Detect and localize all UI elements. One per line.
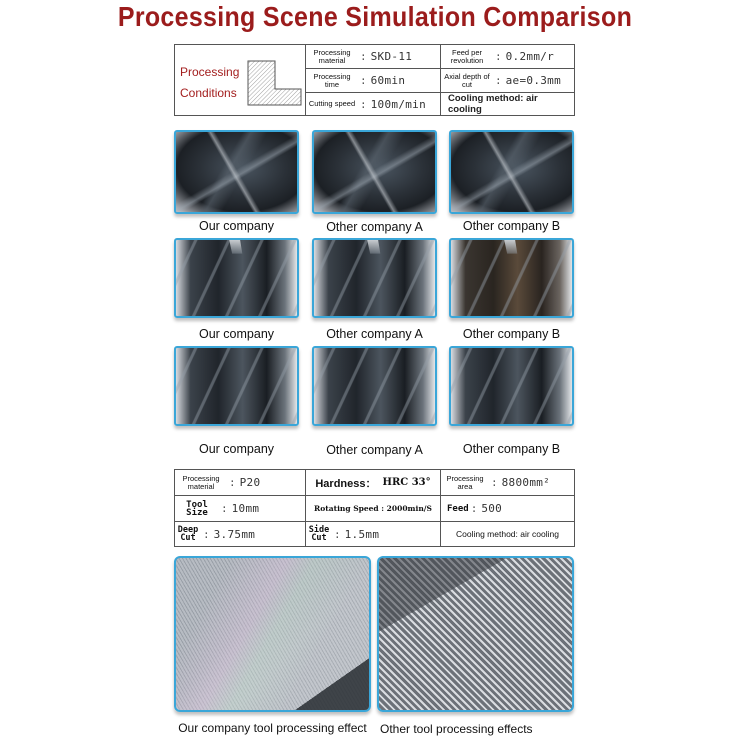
cond-value: 100m/min (370, 97, 427, 111)
conditions-label-line1: Processing (180, 65, 240, 79)
cond-cell-feed: Feed per revolution : 0.2mm/r (441, 45, 574, 69)
photo-other-surface (377, 556, 574, 712)
t2-cell-hardness: Hardness： HRC 33° (306, 470, 441, 496)
page-title: Processing Scene Simulation Comparison (117, 1, 633, 33)
cond-key: Axial depth of cut (444, 72, 490, 89)
cond-cell-axial-depth: Axial depth of cut : ae=0.3mm (441, 69, 574, 93)
cond-value: 60min (370, 74, 406, 87)
photo-company-b-side-flute (449, 346, 574, 426)
caption-our-company: Our company (198, 327, 275, 341)
t2-cell-cooling: Cooling method: air cooling (455, 529, 559, 539)
photo-company-a-end-face (312, 130, 437, 214)
cond-value: 0.2mm/r (505, 50, 555, 63)
t2-cell-feed: Feed : 500 (441, 496, 574, 522)
t2-cell-area: Processing area : 8800mm² (441, 470, 574, 496)
photo-company-a-side-tip (312, 238, 437, 318)
t2-cell-tool-size: Tool Size : 10mm (175, 496, 306, 522)
caption-our-company: Our company (198, 219, 275, 233)
caption-company-b: Other company B (462, 219, 561, 233)
t2-cell-deep-cut: Deep Cut : 3.75mm (175, 522, 306, 546)
conditions-label-cell (175, 45, 306, 115)
cond-cell-cooling (441, 93, 574, 115)
photo-our-company-end-face (174, 130, 299, 214)
cond-cell-material: Processing material : SKD-11 (306, 45, 441, 69)
caption-our-company-surface: Our company tool processing effect (178, 721, 367, 735)
t2-cell-rotating-speed: Rotating Speed : 2000min/S (306, 496, 441, 522)
cond-key: Processing time (313, 72, 351, 89)
caption-company-a: Other company A (326, 443, 423, 457)
conditions-label-line2: Conditions (180, 86, 237, 100)
photo-our-company-surface (174, 556, 371, 712)
cond-key: Feed per revolution (450, 48, 484, 65)
caption-company-b: Other company B (462, 442, 561, 456)
cond-cell-time: Processing time : 60min (306, 69, 441, 93)
cond-cell-speed: Cutting speed : 100m/min (306, 93, 441, 115)
photo-company-b-side-tip (449, 238, 574, 318)
photo-our-company-side-tip (174, 238, 299, 318)
t2-cell-material: Processing material : P20 (175, 470, 306, 496)
cond-value: ae=0.3mm (505, 74, 562, 87)
photo-company-a-side-flute (312, 346, 437, 426)
test-conditions-table (174, 469, 575, 547)
cond-value: SKD-11 (370, 50, 413, 63)
processing-conditions-table (174, 44, 575, 116)
caption-company-a: Other company A (326, 327, 423, 341)
photo-our-company-side-flute (174, 346, 299, 426)
l-shaped-hatched-workpiece-icon (247, 60, 302, 106)
cond-key: Processing material (313, 48, 351, 65)
cond-key: Cutting speed (308, 99, 356, 109)
cooling-method: Cooling method: air cooling (448, 93, 538, 115)
caption-other-surface: Other tool processing effects (380, 722, 533, 736)
caption-company-a: Other company A (326, 220, 423, 234)
photo-company-b-end-face (449, 130, 574, 214)
caption-company-b: Other company B (462, 327, 561, 341)
caption-our-company: Our company (198, 442, 275, 456)
t2-cell-side-cut: Side Cut : 1.5mm (306, 522, 441, 546)
